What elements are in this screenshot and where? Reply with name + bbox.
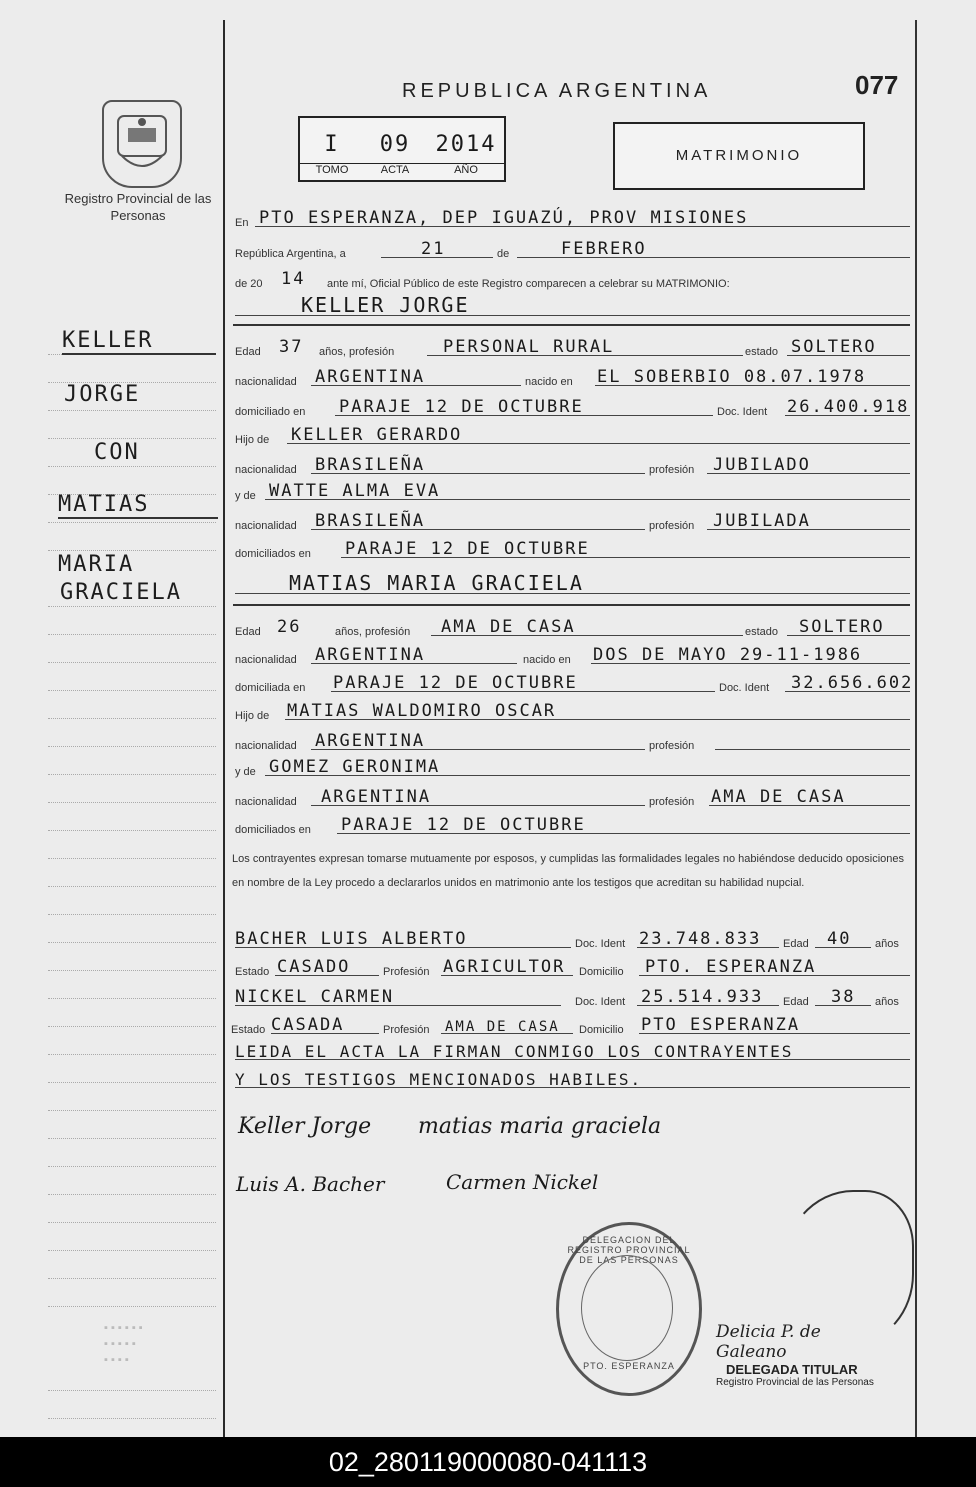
- signature-witness-2: Carmen Nickel: [446, 1170, 599, 1194]
- margin-name-1: KELLER: [62, 328, 216, 355]
- signature-witness-1: Luis A. Bacher: [236, 1172, 385, 1196]
- label-domicilio-w1: Domicilio: [579, 966, 624, 978]
- row-witness-1-b: [235, 954, 910, 980]
- margin-name-3: CON: [94, 440, 140, 465]
- label-nacionalidad-6: nacionalidad: [235, 796, 297, 808]
- value-day: 21: [421, 239, 446, 259]
- row-fecha: [235, 236, 910, 262]
- margin-name-2: JORGE: [64, 382, 141, 407]
- right-border: [915, 20, 917, 1437]
- label-domiciliada: domiciliada en: [235, 682, 306, 694]
- row-groom-nac: [235, 364, 910, 390]
- value-place: PTO ESPERANZA, DEP IGUAZÚ, PROV MISIONES: [259, 208, 749, 228]
- row-groom-dom: [235, 394, 910, 420]
- closing-line-2: Y LOS TESTIGOS MENCIONADOS HABILES.: [235, 1070, 643, 1089]
- label-hijo-2: Hijo de: [235, 710, 270, 722]
- tipo-box: MATRIMONIO: [613, 122, 865, 190]
- row-groom-madre-nac: [235, 508, 910, 534]
- label-nacionalidad-4: nacionalidad: [235, 654, 297, 666]
- label-anos-profesion-2: años, profesión: [335, 626, 411, 638]
- label-nacionalidad-2: nacionalidad: [235, 464, 297, 476]
- label-domicilio-w2: Domicilio: [579, 1024, 624, 1036]
- ano-box: [428, 116, 506, 182]
- label-ante: ante mí, Oficial Público de este Registro comparecen a celebrar su MATRIMONIO:: [327, 278, 730, 290]
- label-estado-w1: Estado: [235, 966, 270, 978]
- witness-1-estado: CASADO: [277, 957, 351, 977]
- official-role: DELEGADA TITULAR: [726, 1362, 858, 1377]
- row-groom-padre: [235, 422, 910, 448]
- value-year-suffix: 14: [281, 269, 306, 289]
- groom-edad: 37: [279, 337, 304, 357]
- margin-divider: [223, 20, 225, 1437]
- bride-domicilio: PARAJE 12 DE OCTUBRE: [333, 673, 578, 693]
- groom-domicilio: PARAJE 12 DE OCTUBRE: [339, 397, 584, 417]
- bride-padre-nac: ARGENTINA: [315, 731, 426, 751]
- row-bride-madre: [235, 754, 910, 780]
- label-anos-w2: años: [875, 996, 899, 1008]
- label-nacionalidad-5: nacionalidad: [235, 740, 297, 752]
- bride-profesion: AMA DE CASA: [441, 617, 576, 637]
- row-bride-padres-dom: [235, 812, 910, 838]
- groom-padre-nac: BRASILEÑA: [315, 455, 426, 475]
- row-bride-edad: [235, 614, 910, 640]
- row-bride-madre-nac: [235, 784, 910, 810]
- row-bride-dom: [235, 670, 914, 696]
- document-number: 077: [855, 70, 899, 100]
- label-hijo: Hijo de: [235, 434, 270, 446]
- row-witness-2-b: [231, 1012, 910, 1038]
- registro-label: Registro Provincial de las Personas: [64, 191, 212, 223]
- witness-1-profesion: AGRICULTOR: [443, 957, 566, 977]
- row-groom-edad: [235, 334, 910, 360]
- groom-doc: 26.400.918: [787, 397, 910, 417]
- label-doc-w2: Doc. Ident: [575, 996, 626, 1008]
- official-signature-icon: [780, 1190, 914, 1344]
- witness-1-edad: 40: [827, 929, 852, 949]
- label-domiciliados: domiciliados en: [235, 548, 311, 560]
- ano-label: AÑO: [428, 163, 504, 180]
- margin-name-4: MATIAS: [58, 492, 218, 519]
- label-profesion-w2: Profesión: [383, 1024, 430, 1036]
- declaration-paragraph: Los contrayentes expresan tomarse mutuamente por esposos, y cumplidas las formalidades legales no habiéndose deducido oposiciones en nombre de la Ley procedo a declararlos unidos en matrimonio ante los testigos que acreditan su habilidad nupcial.: [232, 853, 904, 889]
- witness-2-estado: CASADA: [271, 1015, 345, 1035]
- label-estado: estado: [745, 346, 779, 358]
- row-groom-padres-dom: [235, 536, 910, 562]
- bride-edad: 26: [277, 617, 302, 637]
- bride-doc: 32.656.602: [791, 673, 914, 693]
- witness-2-doc: 25.514.933: [641, 987, 764, 1007]
- row-lugar: [235, 205, 910, 231]
- bride-nacionalidad: ARGENTINA: [315, 645, 426, 665]
- ano-value: 2014: [435, 132, 497, 157]
- label-republica: República Argentina, a: [235, 248, 346, 260]
- label-year-prefix: de 20: [235, 278, 263, 290]
- bride-padres-dom: PARAJE 12 DE OCTUBRE: [341, 815, 586, 835]
- label-yde: y de: [235, 490, 256, 502]
- value-month: FEBRERO: [561, 239, 647, 259]
- coat-of-arms-icon: [102, 100, 182, 188]
- file-id-footer: 02_280119000080-041113: [0, 1437, 976, 1487]
- groom-padres-dom: PARAJE 12 DE OCTUBRE: [345, 539, 590, 559]
- bride-madre: GOMEZ GERONIMA: [269, 757, 441, 777]
- label-profesion-2: profesión: [649, 520, 695, 532]
- label-edad: Edad: [235, 346, 261, 358]
- row-groom-madre: [235, 478, 910, 504]
- official-org: Registro Provincial de las Personas: [716, 1377, 874, 1388]
- bride-nacido: DOS DE MAYO 29-11-1986: [593, 645, 863, 665]
- stamp-city: PTO. ESPERANZA: [583, 1361, 675, 1371]
- witness-2-profesion: AMA DE CASA: [445, 1019, 560, 1035]
- row-bride-padre-nac: [235, 728, 910, 754]
- document-title: REPUBLICA ARGENTINA: [402, 80, 712, 102]
- label-domiciliados-2: domiciliados en: [235, 824, 311, 836]
- label-anos-profesion: años, profesión: [319, 346, 395, 358]
- label-nacionalidad: nacionalidad: [235, 376, 297, 388]
- row-groom-padre-nac: [235, 452, 910, 478]
- label-doc-2: Doc. Ident: [719, 682, 770, 694]
- label-de: de: [497, 248, 510, 260]
- acta-value: 09: [379, 132, 411, 157]
- tomo-value: I: [324, 132, 340, 157]
- label-doc-w1: Doc. Ident: [575, 938, 626, 950]
- row-witness-2: [235, 984, 910, 1010]
- faint-stamp: ▪ ▪ ▪ ▪ ▪ ▪ ▪ ▪ ▪ ▪ ▪ ▪ ▪ ▪ ▪: [104, 1322, 143, 1366]
- witness-1-name: BACHER LUIS ALBERTO: [235, 929, 468, 949]
- witness-2-name: NICKEL CARMEN: [235, 987, 395, 1007]
- groom-profesion: PERSONAL RURAL: [443, 337, 615, 357]
- acta-box: [362, 116, 430, 182]
- groom-padre: KELLER GERARDO: [291, 425, 463, 445]
- row-witness-1: [235, 926, 910, 952]
- row-bride-name: [235, 572, 910, 598]
- label-nacido-2: nacido en: [523, 654, 571, 666]
- groom-nacionalidad: ARGENTINA: [315, 367, 426, 387]
- bride-estado: SOLTERO: [799, 617, 885, 637]
- row-closing-1: [235, 1038, 910, 1064]
- signature-bride: matias maria graciela: [418, 1114, 662, 1139]
- label-nacido: nacido en: [525, 376, 573, 388]
- label-estado-w2: Estado: [231, 1024, 266, 1036]
- groom-madre-prof: JUBILADA: [713, 511, 811, 531]
- label-en: En: [235, 217, 249, 229]
- stamp-text: DELEGACION DEL REGISTRO PROVINCIAL DE LAS PERSONAS: [567, 1235, 691, 1265]
- groom-estado: SOLTERO: [791, 337, 877, 357]
- closing-line-1: LEIDA EL ACTA LA FIRMAN CONMIGO LOS CONTRAYENTES: [235, 1042, 794, 1061]
- tomo-box: [298, 116, 366, 182]
- label-nacionalidad-3: nacionalidad: [235, 520, 297, 532]
- row-bride-padre: [235, 698, 910, 724]
- bride-madre-nac: ARGENTINA: [321, 787, 432, 807]
- witness-2-domicilio: PTO ESPERANZA: [641, 1015, 801, 1035]
- label-profesion-w1: Profesión: [383, 966, 430, 978]
- official-name: Delicia P. de Galeano: [716, 1322, 821, 1362]
- official-stamp: [556, 1222, 702, 1396]
- label-estado-2: estado: [745, 626, 779, 638]
- signature-groom: Keller Jorge: [238, 1114, 372, 1139]
- label-profesion-3: profesión: [649, 740, 695, 752]
- row-bride-nac: [235, 642, 910, 668]
- witness-1-domicilio: PTO. ESPERANZA: [645, 957, 817, 977]
- tomo-label: TOMO: [300, 163, 364, 180]
- groom-name: KELLER JORGE: [301, 293, 470, 317]
- label-yde-2: y de: [235, 766, 256, 778]
- groom-madre-nac: BRASILEÑA: [315, 511, 426, 531]
- label-edad-2: Edad: [235, 626, 261, 638]
- groom-padre-prof: JUBILADO: [713, 455, 811, 475]
- stamp-emblem: [581, 1255, 673, 1361]
- bride-padre: MATIAS WALDOMIRO OSCAR: [287, 701, 557, 721]
- row-closing-2: [235, 1066, 910, 1092]
- label-anos-w1: años: [875, 938, 899, 950]
- row-anio: [235, 266, 910, 292]
- label-profesion: profesión: [649, 464, 695, 476]
- label-domiciliado: domiciliado en: [235, 406, 306, 418]
- groom-nacido: EL SOBERBIO 08.07.1978: [597, 367, 867, 387]
- margin-name-6: GRACIELA: [60, 580, 182, 605]
- bride-name: MATIAS MARIA GRACIELA: [289, 571, 584, 595]
- official-block: [716, 1322, 896, 1388]
- row-groom-name: [235, 294, 910, 320]
- bride-madre-prof: AMA DE CASA: [711, 787, 846, 807]
- witness-1-doc: 23.748.833: [639, 929, 762, 949]
- witness-2-edad: 38: [831, 987, 856, 1007]
- margin-name-5: MARIA: [58, 552, 135, 577]
- margin-panel: [0, 0, 224, 1437]
- label-doc: Doc. Ident: [717, 406, 768, 418]
- label-profesion-4: profesión: [649, 796, 695, 808]
- groom-madre: WATTE ALMA EVA: [269, 481, 441, 501]
- label-edad-w2: Edad: [783, 996, 809, 1008]
- label-edad-w1: Edad: [783, 938, 809, 950]
- acta-label: ACTA: [362, 163, 428, 180]
